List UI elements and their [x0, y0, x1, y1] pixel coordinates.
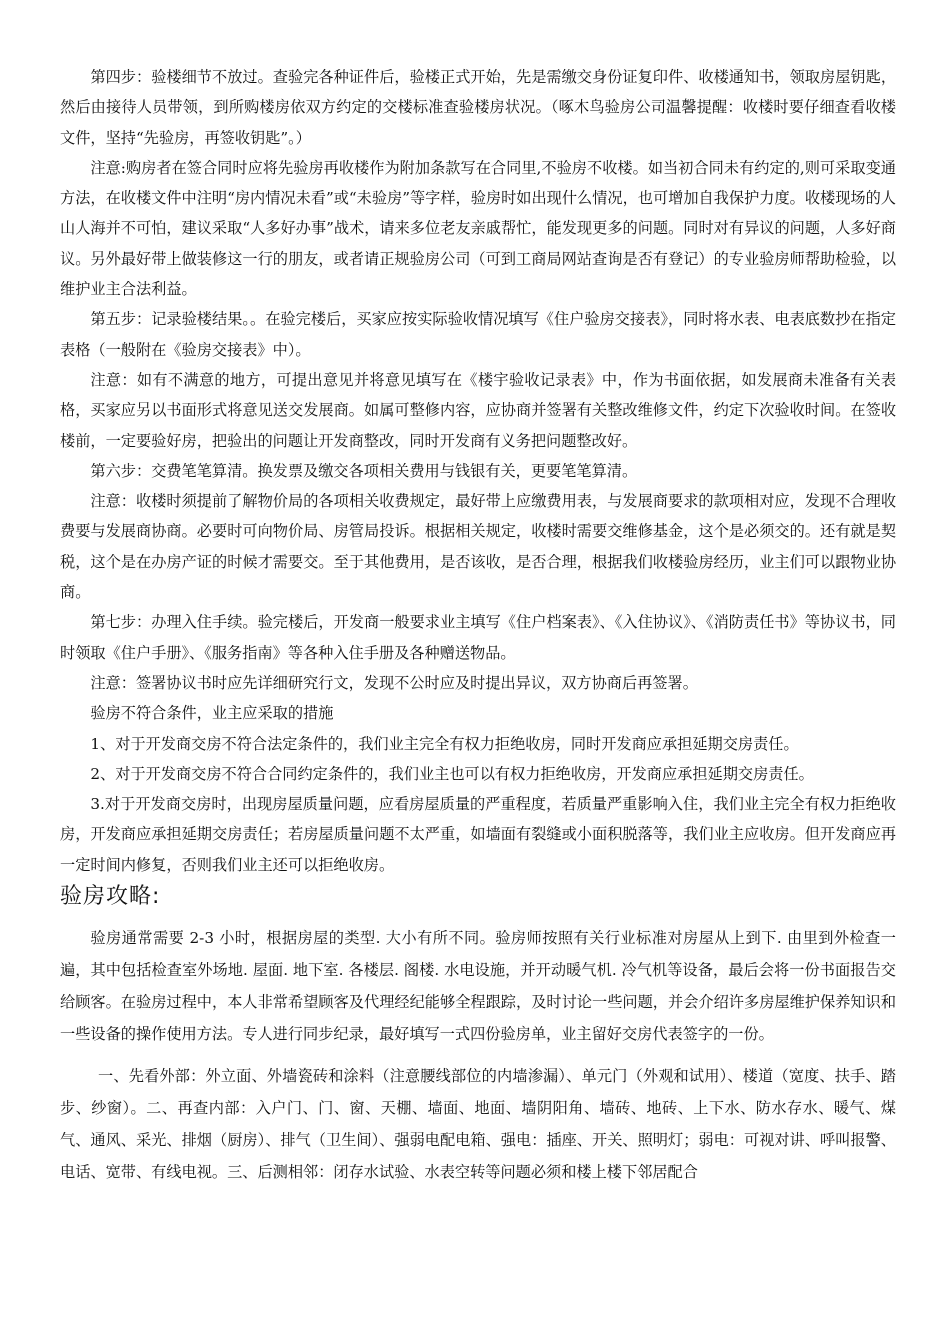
step-6-note-paragraph: 注意：收楼时须提前了解物价局的各项相关收费规定，最好带上应缴费用表，与发展商要求的款项相对应，发现不合理收费要与发展商协商。必要时可向物价局、房管局投诉。根据相关规定，收楼时需要交维修基金，这个是必须交的。还有就是契税，这个是在办房产证的时候才需要交。至于其他费用，是否该收，是否合理，根据我们收楼验房经历，业主们可以跟物业协商。 — [60, 492, 896, 602]
paragraph-gap — [60, 1050, 896, 1060]
inspection-steps-paragraph: 一、先看外部：外立面、外墙瓷砖和涂料（注意腰线部位的内墙渗漏）、单元门（外观和试用）、楼道（宽度、扶手、踏步、纱窗）。二、再查内部：入户门、门、窗、天棚、墙面、地面、墙阴阳角、墙砖、地砖、上下水、防水存水、暖气、煤气、通风、采光、排烟（厨房）、排气（卫生间）、强弱电配电箱、强电：插座、开关、照明灯；弱电：可视对讲、呼叫报警、电话、宽带、有线电视。三、后测相邻：闭存水试验、水表空转等问题必须和楼上楼下邻居配合 — [60, 1067, 896, 1182]
step-7-note-paragraph: 注意：签署协议书时应先详细研究行文，发现不公时应及时提出异议，双方协商后再签署。 — [90, 673, 698, 692]
measure-item-3: 3.对于开发商交房时，出现房屋质量问题，应看房屋质量的严重程度，若质量严重影响入住，我们业主完全有权力拒绝收房，开发商应承担延期交房责任；若房屋质量问题不太严重，如墙面有裂缝或小面积脱落等，我们业主应收房。但开发商应再一定时间内修复，否则我们业主还可以拒绝收房。 — [60, 795, 896, 874]
inspection-intro-paragraph: 验房通常需要 2-3 小时，根据房屋的类型. 大小有所不同。验房师按照有关行业标准对房屋从上到下. 由里到外检查一遍，其中包括检查室外场地. 屋面. 地下室. 各楼层. 阁楼. 水电设施，并开动暖气机. 冷气机等设备，最后会将一份书面报告交给顾客。在验房过程中，本人非常希望顾客及代理经纪能够全程跟踪，及时讨论一些问题，并会介绍许多房屋维护保养知识和一些设备的操作使用方法。专人进行同步纪录，最好填写一式四份验房单，业主留好交房代表签字的一份。 — [60, 929, 896, 1044]
measure-item-1: 1、对于开发商交房不符合法定条件的，我们业主完全有权力拒绝收房，同时开发商应承担延期交房责任。 — [90, 734, 799, 753]
step-4-paragraph: 第四步：验楼细节不放过。查验完各种证件后，验楼正式开始，先是需缴交身份证复印件、收楼通知书，领取房屋钥匙，然后由接待人员带领，到所购楼房依双方约定的交楼标准查验楼房状况。（啄木鸟验房公司温馨提醒：收楼时要仔细查看收楼文件，坚持“先验房，再签收钥匙”。） — [60, 68, 896, 147]
step-6-paragraph: 第六步：交费笔笔算清。换发票及缴交各项相关费用与钱银有关，更要笔笔算清。 — [90, 461, 638, 480]
step-4-note-paragraph: 注意:购房者在签合同时应将先验房再收楼作为附加条款写在合同里,不验房不收楼。如当初合同未有约定的,则可采取变通方法，在收楼文件中注明“房内情况未看”或“未验房”等字样，验房时如出现什么情况，也可增加自我保护力度。收楼现场的人山人海并不可怕，建议采取“人多好办事”战术，请来多位老友亲戚帮忙，能发现更多的问题。同时对有异议的问题，人多好商议。另外最好带上做装修这一行的朋友，或者请正规验房公司（可到工商局网站查询是否有登记）的专业验房师帮助检验，以维护业主合法利益。 — [60, 158, 896, 299]
measures-heading: 验房不符合条件，业主应采取的措施 — [90, 704, 334, 723]
step-5-note-paragraph: 注意：如有不满意的地方，可提出意见并将意见填写在《楼宇验收记录表》中，作为书面依据，如发展商未准备有关表格，买家应另以书面形式将意见送交发展商。如属可整修内容，应协商并签署有关整改维修文件，约定下次验收时间。在签收楼前，一定要验好房，把验出的问题让开发商整改，同时开发商有义务把问题整改好。 — [60, 370, 896, 450]
step-5-paragraph: 第五步：记录验楼结果。。在验完楼后，买家应按实际验收情况填写《住户验房交接表》，同时将水表、电表底数抄在指定表格（一般附在《验房交接表》中）。 — [60, 310, 896, 359]
inspection-guide-section — [60, 922, 896, 1188]
document-page — [60, 62, 896, 1188]
measure-item-2: 2、对于开发商交房不符合合同约定条件的，我们业主也可以有权力拒绝收房，开发商应承担延期交房责任。 — [90, 764, 814, 783]
section-heading: 验房攻略: — [60, 884, 161, 910]
step-7-paragraph: 第七步：办理入住手续。验完楼后，开发商一般要求业主填写《住户档案表》、《入住协议》、《消防责任书》等协议书，同时领取《住户手册》、《服务指南》等各种入住手册及各种赠送物品。 — [60, 613, 896, 662]
